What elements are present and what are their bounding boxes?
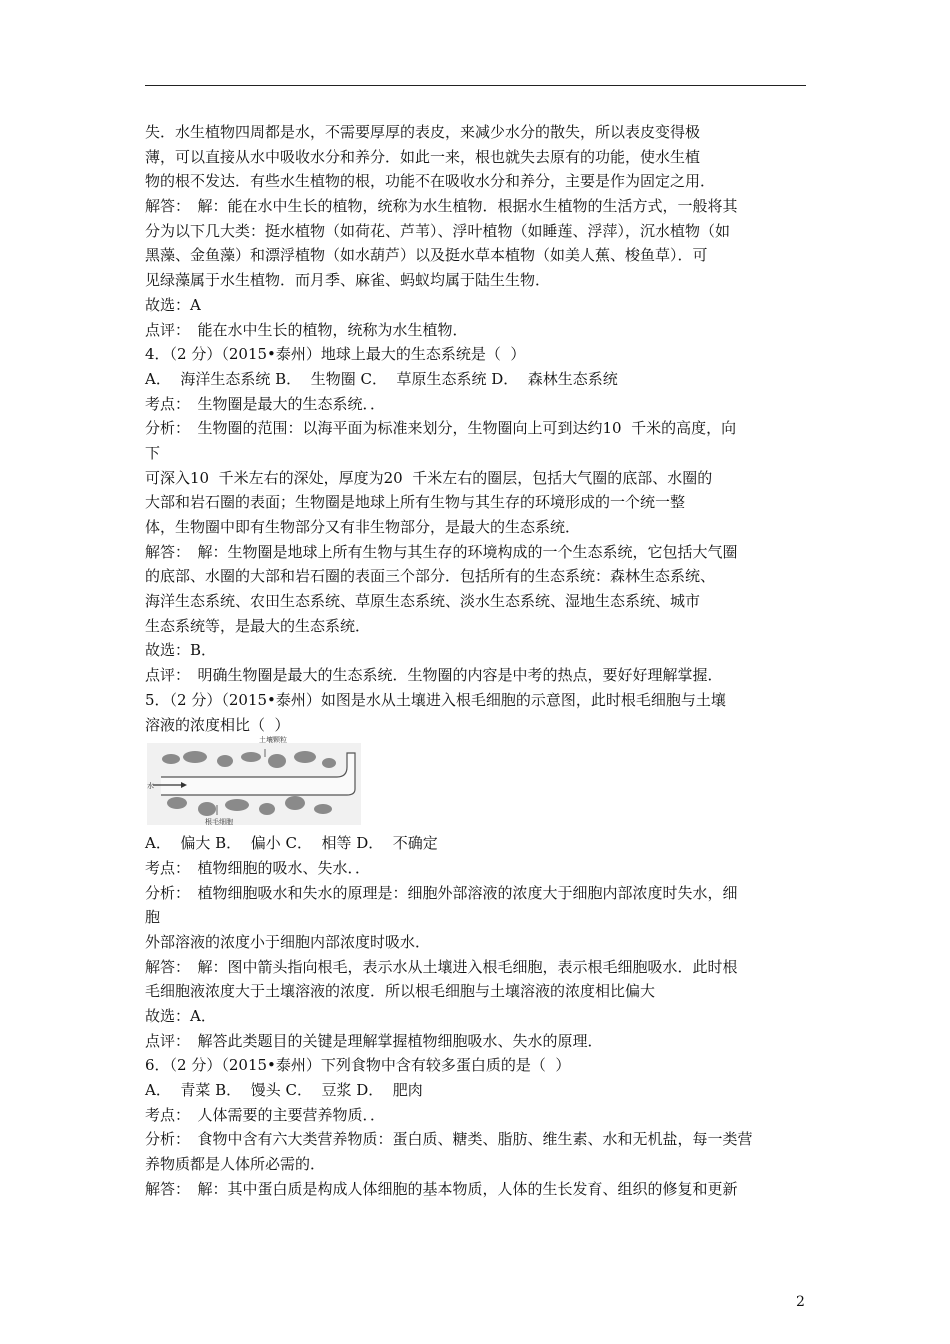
text-line: 下 [145, 443, 161, 462]
text-line: 考点： 生物圈是最大的生态系统．． [145, 394, 386, 413]
text-line: 解答： 解：图中箭头指向根毛，表示水从土壤进入根毛细胞，表示根毛细胞吸水．此时根 [145, 957, 738, 976]
text-line: 解答： 解：生物圈是地球上所有生物与其生存的环境构成的一个生态系统，它包括大气圈 [145, 542, 738, 561]
text-line: 胞 [145, 908, 161, 927]
header-rule [145, 85, 806, 86]
text-line: 6．（2 分）（2015•泰州）下列食物中含有较多蛋白质的是（ ） [145, 1056, 571, 1075]
text-line: 点评： 明确生物圈是最大的生态系统．生物圈的内容是中考的热点，要好好理解掌握． [145, 666, 723, 685]
text-line: 考点： 植物细胞的吸水、失水．． [145, 858, 371, 877]
text-line: A． 海洋生态系统 B． 生物圈 C． 草原生态系统 D． 森林生态系统 [145, 369, 618, 388]
figure-root-hair-diagram [145, 737, 815, 831]
text-line: 点评： 解答此类题目的关键是理解掌握植物细胞吸水、失水的原理． [145, 1031, 603, 1050]
text-line: 分为以下几大类：挺水植物（如荷花、芦苇）、浮叶植物（如睡莲、浮萍），沉水植物（如 [145, 221, 731, 240]
text-line: 生态系统等，是最大的生态系统． [145, 616, 371, 635]
label-root-hair-cell: 根毛细胞 [205, 818, 233, 827]
text-line: 外部溶液的浓度小于细胞内部浓度时吸水． [145, 932, 431, 951]
text-block-top [145, 120, 815, 737]
text-line: 点评： 能在水中生长的植物，统称为水生植物． [145, 320, 468, 339]
text-line: 大部和岩石圈的表面；生物圈是地球上所有生物与其生存的环境形成的一个统一整 [145, 493, 686, 512]
text-block-bottom [145, 831, 815, 1201]
text-line: A． 偏大 B． 偏小 C． 相等 D． 不确定 [145, 834, 438, 853]
text-line: 的底部、水圈的大部和岩石圈的表面三个部分．包括所有的生态系统：森林生态系统、 [145, 567, 716, 586]
text-line: 4．（2 分）（2015•泰州）地球上最大的生态系统是（ ） [145, 345, 526, 364]
text-line: 见绿藻属于水生植物．而月季、麻雀、蚂蚁均属于陆生生物． [145, 271, 551, 290]
text-line: 解答： 解：其中蛋白质是构成人体细胞的基本物质，人体的生长发育、组织的修复和更新 [145, 1179, 738, 1198]
text-line: 分析： 植物细胞吸水和失水的原理是：细胞外部溶液的浓度大于细胞内部浓度时失水，细 [145, 883, 738, 902]
text-line: 解答： 解：能在水中生长的植物，统称为水生植物．根据水生植物的生活方式，一般将其 [145, 197, 738, 216]
text-line: 养物质都是人体所必需的． [145, 1155, 326, 1174]
text-line: 故选：B． [145, 641, 217, 660]
text-line: 薄，可以直接从水中吸收水分和养分．如此一来，根也就失去原有的功能，使水生植 [145, 147, 701, 166]
text-line: 5．（2 分）（2015•泰州）如图是水从土壤进入根毛细胞的示意图，此时根毛细胞与土壤 [145, 690, 726, 709]
text-line: 体，生物圈中即有生物部分又有非生物部分，是最大的生态系统． [145, 518, 581, 536]
text-line: A． 青菜 B． 馒头 C． 豆浆 D． 肥肉 [145, 1081, 423, 1100]
page-body [145, 120, 815, 1202]
text-line: 海洋生态系统、农田生态系统、草原生态系统、淡水生态系统、湿地生态系统、城市 [145, 592, 701, 611]
text-line: 失．水生植物四周都是水，不需要厚厚的表皮，来减少水分的散失，所以表皮变得极 [145, 123, 701, 141]
label-water: 水 [147, 782, 154, 791]
text-line: 分析： 食物中含有六大类营养物质：蛋白质、糖类、脂肪、维生素、水和无机盐，每一类营 [145, 1130, 753, 1149]
text-line: 可深入10 千米左右的深处，厚度为20 千米左右的圈层，包括大气圈的底部、水圈的 [145, 468, 713, 487]
text-line: 黑藻、金鱼藻）和漂浮植物（如水葫芦）以及挺水草本植物（如美人蕉、梭鱼草）．可 [145, 246, 708, 265]
text-line: 故选：A． [145, 1007, 216, 1025]
page-number: 2 [796, 1294, 805, 1310]
text-line: 溶液的浓度相比（ ） [145, 715, 290, 734]
text-line: 故选：A [145, 295, 201, 314]
text-line: 物的根不发达．有些水生植物的根，功能不在吸收水分和养分，主要是作为固定之用． [145, 172, 716, 191]
root-hair-diagram [147, 736, 361, 827]
text-line: 分析： 生物圈的范围：以海平面为标准来划分，生物圈向上可到达约10 千米的高度，向 [145, 419, 737, 438]
text-line: 毛细胞液浓度大于土壤溶液的浓度．所以根毛细胞与土壤溶液的浓度相比偏大 [145, 982, 656, 1001]
text-line: 考点： 人体需要的主要营养物质．． [145, 1105, 386, 1124]
label-soil-particles: 土壤颗粒 [259, 736, 287, 745]
